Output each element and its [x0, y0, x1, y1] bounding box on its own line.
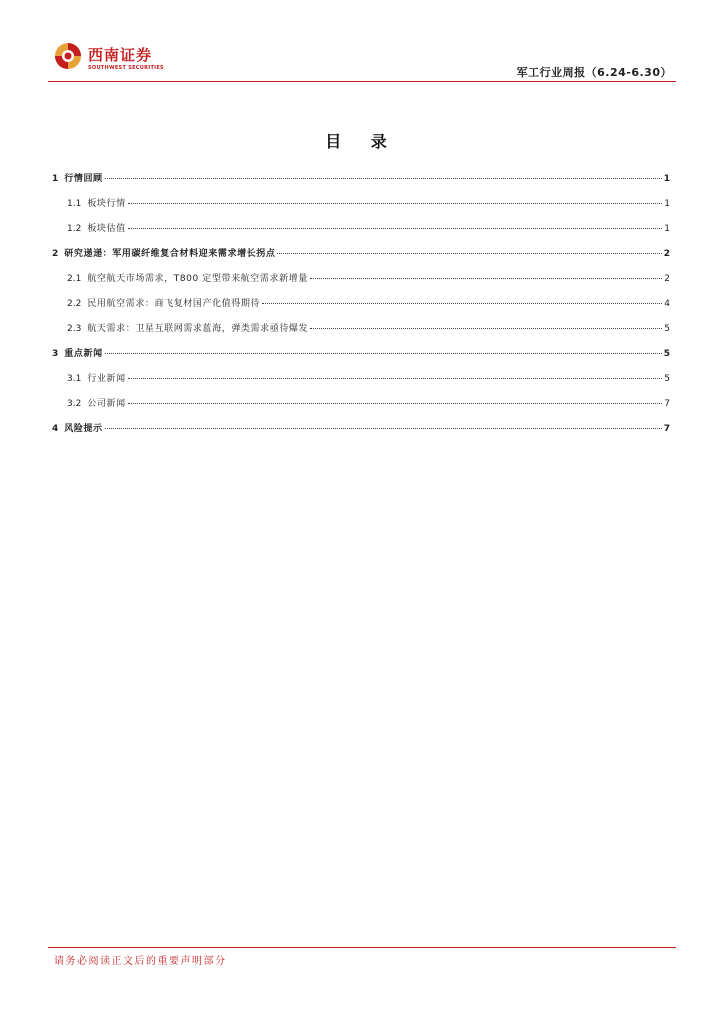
- toc-dot-leader: [128, 378, 663, 379]
- footer-divider: [48, 947, 676, 948]
- toc-dot-leader: [105, 178, 662, 179]
- toc-entry-page: 5: [664, 374, 670, 384]
- toc-entry-page: 4: [664, 299, 670, 309]
- toc-dot-leader: [310, 328, 662, 329]
- toc-entry-title: 民用航空需求：商飞复材国产化值得期待: [87, 299, 261, 309]
- toc-dot-leader: [262, 303, 662, 304]
- toc-entry[interactable]: [52, 421, 670, 446]
- toc-entry-title: 行业新闻: [87, 374, 126, 384]
- toc-entry[interactable]: [52, 221, 670, 246]
- report-title: 军工行业周报（6.24-6.30）: [516, 66, 672, 79]
- logo-name-cn: 西南证券: [88, 46, 153, 64]
- toc-entry-number: 2.1: [67, 274, 82, 284]
- toc-entry-number: 3.1: [67, 374, 82, 384]
- toc-entry-number: 2: [52, 249, 59, 259]
- toc-entry-number: 2.3: [67, 324, 82, 334]
- company-logo: [54, 42, 204, 78]
- toc-entry-number: 4: [52, 424, 59, 434]
- toc-entry-number: 1.2: [67, 224, 82, 234]
- toc-entry-title: 航空航天市场需求，T800 定型带来航空需求新增量: [87, 274, 308, 284]
- toc-entry-page: 1: [664, 199, 670, 209]
- toc-entry[interactable]: [52, 371, 670, 396]
- toc-entry-title: 风险提示: [64, 424, 103, 434]
- toc-entry[interactable]: [52, 296, 670, 321]
- toc-entry-page: 7: [663, 424, 670, 434]
- toc-entry-title: 航天需求：卫星互联网需求蓝海，弹类需求亟待爆发: [87, 324, 309, 334]
- toc-dot-leader: [310, 278, 662, 279]
- toc-entry-number: 3.2: [67, 399, 82, 409]
- table-of-contents: [52, 171, 670, 446]
- toc-dot-leader: [277, 253, 661, 254]
- toc-entry[interactable]: [52, 346, 670, 371]
- toc-entry-title: 行情回顾: [64, 174, 103, 184]
- toc-entry-title: 重点新闻: [64, 349, 103, 359]
- header-divider: [48, 81, 676, 82]
- toc-dot-leader: [128, 203, 663, 204]
- toc-entry-page: 2: [663, 249, 670, 259]
- toc-entry-page: 7: [664, 399, 670, 409]
- toc-entry-page: 1: [664, 224, 670, 234]
- toc-entry-page: 2: [664, 274, 670, 284]
- toc-heading: 目 录: [325, 132, 399, 151]
- toc-entry-title: 公司新闻: [87, 399, 126, 409]
- toc-entry[interactable]: [52, 196, 670, 221]
- logo-name-en: SOUTHWEST SECURITIES: [88, 65, 164, 71]
- toc-entry-number: 1: [52, 174, 59, 184]
- page-header: [48, 38, 676, 82]
- toc-entry-title: 板块估值: [87, 224, 126, 234]
- toc-entry-number: 2.2: [67, 299, 82, 309]
- toc-dot-leader: [128, 403, 663, 404]
- toc-entry-page: 5: [663, 349, 670, 359]
- toc-dot-leader: [128, 228, 663, 229]
- southwest-securities-logo-icon: [54, 42, 82, 70]
- toc-entry[interactable]: [52, 171, 670, 196]
- toc-entry[interactable]: [52, 396, 670, 421]
- toc-dot-leader: [105, 428, 662, 429]
- toc-entry[interactable]: [52, 271, 670, 296]
- toc-entry-title: 研究递递：军用碳纤维复合材料迎来需求增长拐点: [64, 249, 276, 259]
- footer-notice: 请务必阅读正文后的重要声明部分: [54, 956, 227, 967]
- toc-entry-number: 3: [52, 349, 59, 359]
- toc-entry-page: 5: [664, 324, 670, 334]
- toc-entry[interactable]: [52, 321, 670, 346]
- toc-entry[interactable]: [52, 246, 670, 271]
- toc-entry-title: 板块行情: [87, 199, 126, 209]
- toc-dot-leader: [105, 353, 662, 354]
- toc-entry-page: 1: [663, 174, 670, 184]
- toc-entry-number: 1.1: [67, 199, 82, 209]
